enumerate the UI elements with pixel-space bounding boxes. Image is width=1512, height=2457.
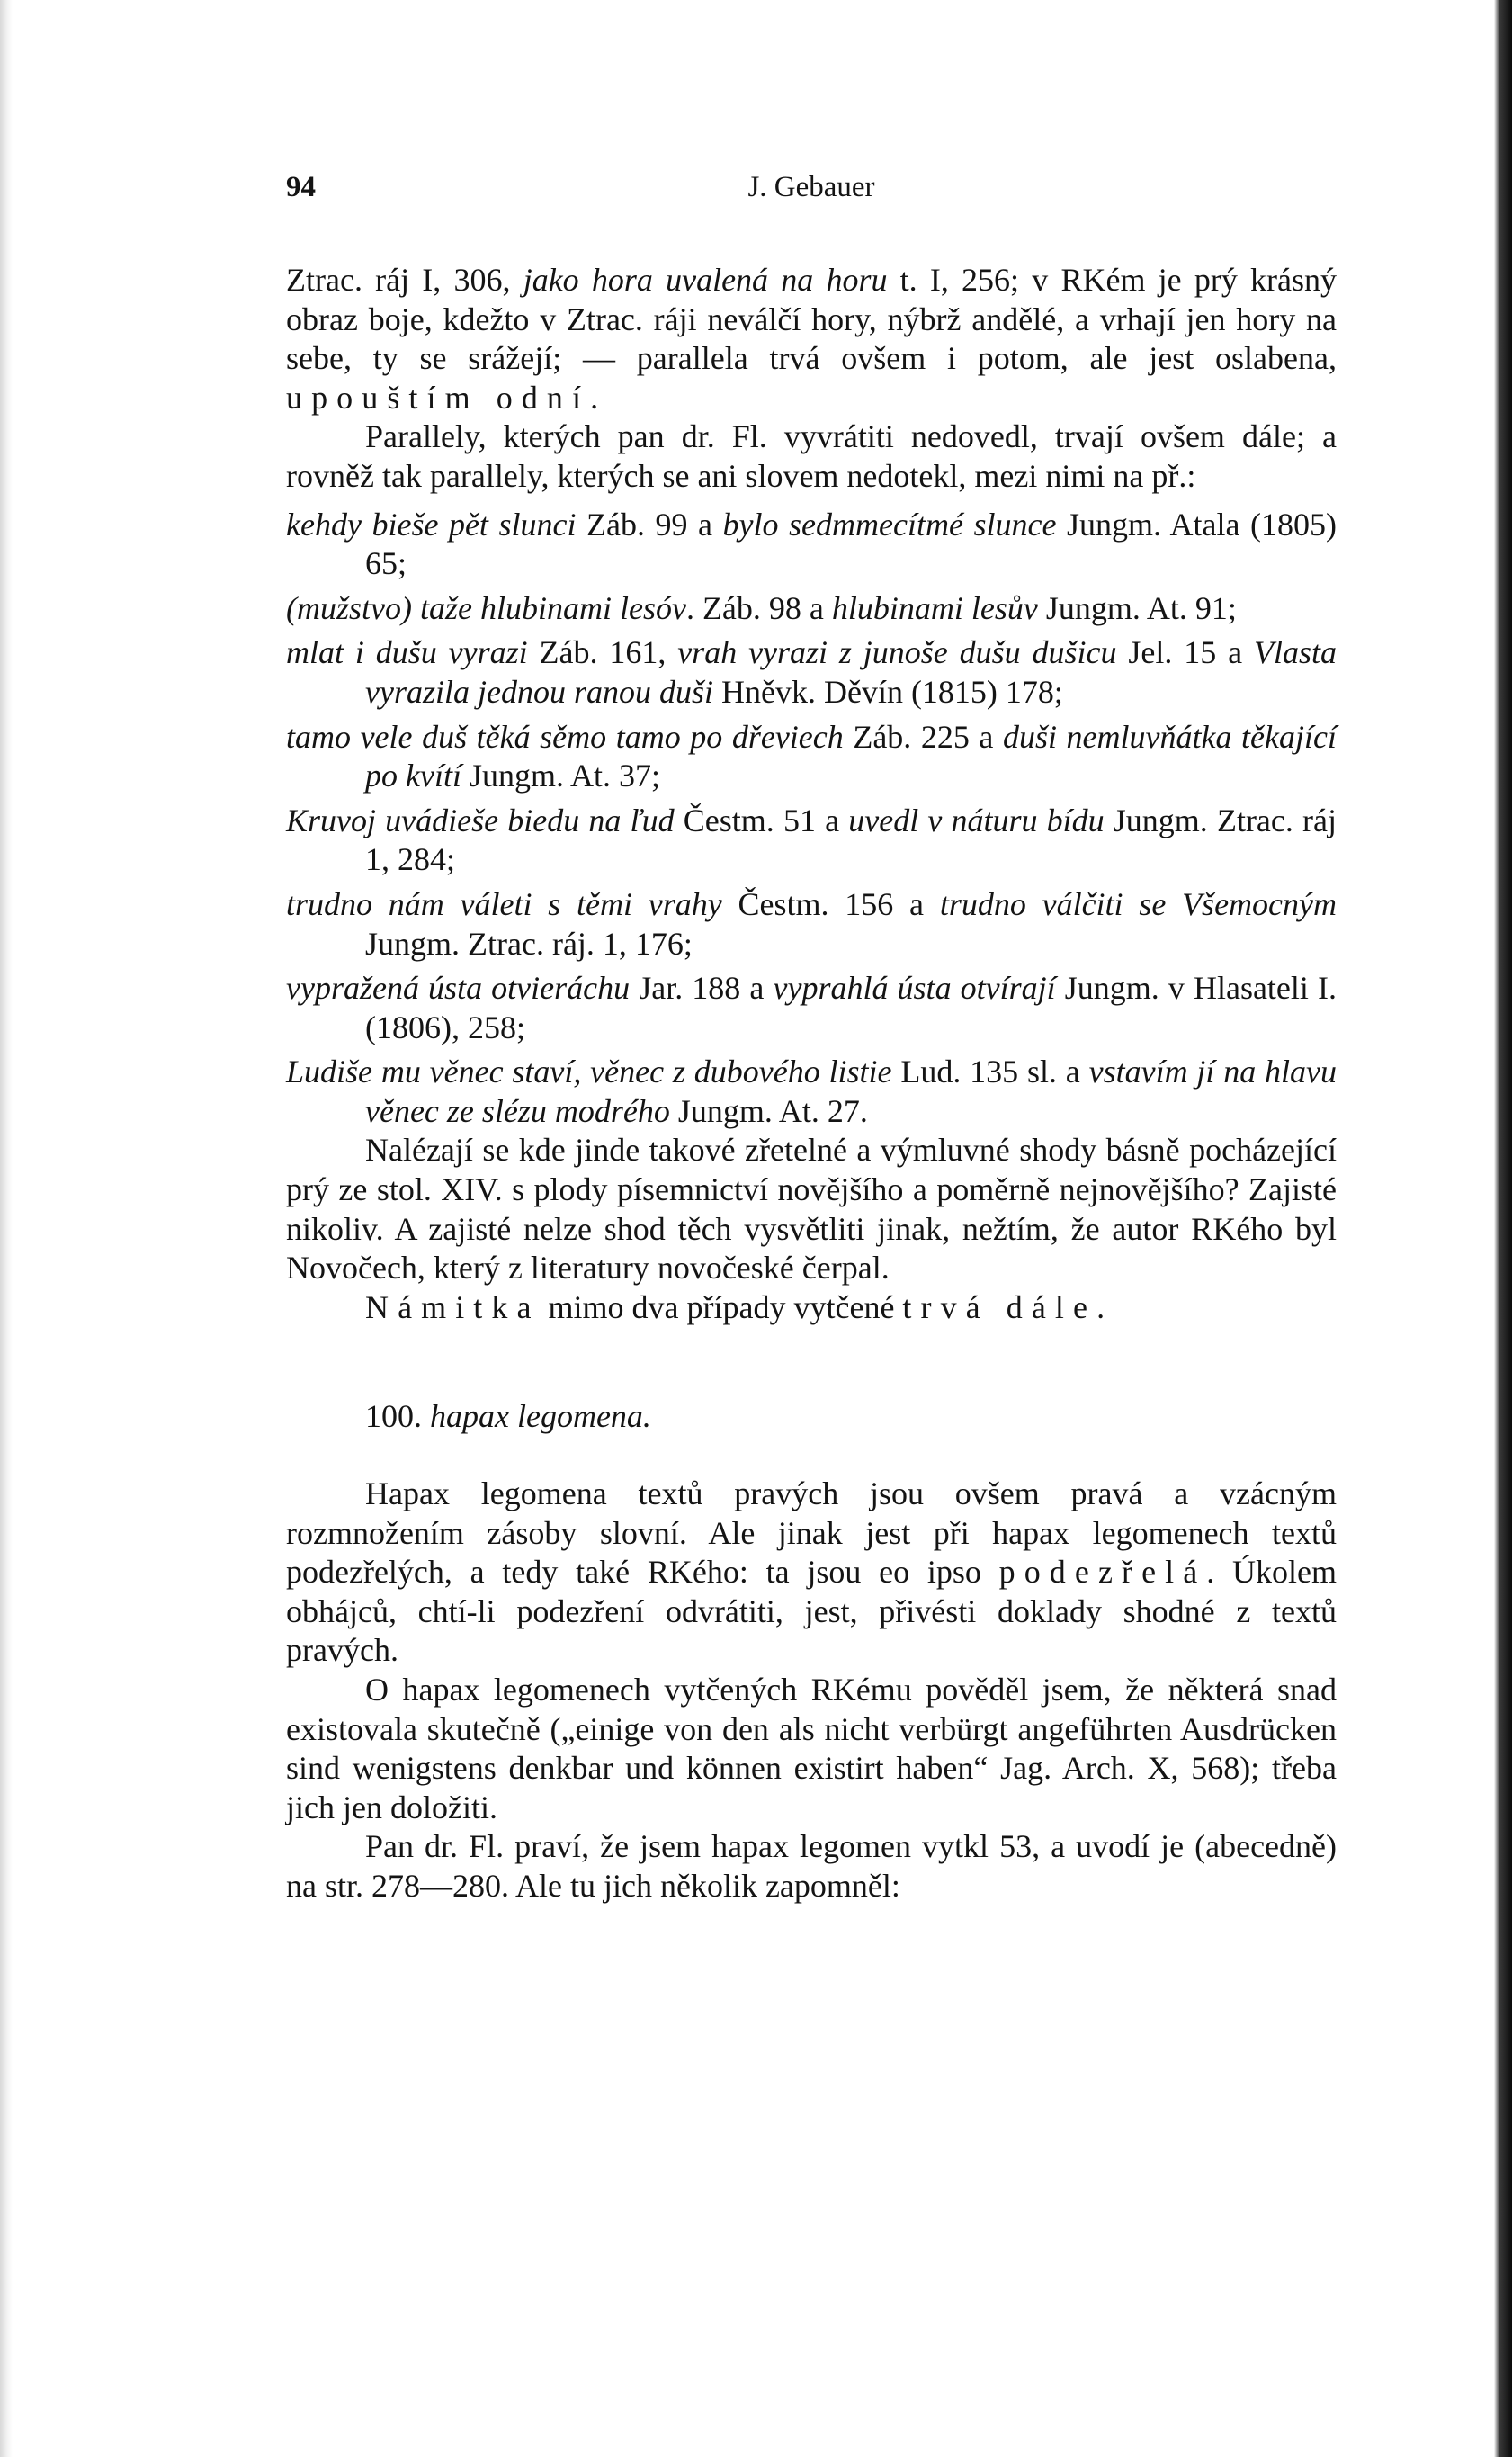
example-item: vypražená ústa otvieráchu Jar. 188 a vyprahlá ústa otvírají Jungm. v Hlasateli I. (1806), 258; <box>286 970 1337 1045</box>
paragraph-nalezaji: Nalézají se kde jinde takové zřetelné a výmluvné shody básně pocházející prý ze stol. XIV. s plody písemnictví novějšího a poměrně nejnovějšího? Zajisté nikoliv. A zajisté nelze shod těch vysvětliti jinak, nežtím, že autor RKého byl Novočech, který z literatury novočeské čerpal. <box>286 1132 1337 1287</box>
paragraph-intro: Ztrac. ráj I, 306, jako hora uvalená na horu t. I, 256; v RKém je prý krásný obraz boje, kdežto v Ztrac. ráji neválčí hory, nýbrž andělé, a vrhají jen hory na sebe, ty se srážejí; — parallela trvá ovšem i potom, ale jest oslabena, upouštím odní. <box>286 262 1337 416</box>
example-item: Ludiše mu věnec staví, věnec z dubového listie Lud. 135 sl. a vstavím jí na hlavu věnec ze slézu modrého Jungm. At. 27. <box>286 1054 1338 1129</box>
scan-left-edge <box>0 0 13 2457</box>
paragraph-parallels: Parallely, kterých pan dr. Fl. vyvrátiti nedovedl, trvají ovšem dále; a rovněž tak parallely, kterých se ani slovem nedotekl, mezi nimi na př.: <box>286 418 1337 494</box>
example-item: kehdy bieše pět slunci Záb. 99 a bylo sedmmecítmé slunce Jungm. Atala (1805) 65; <box>286 506 1338 582</box>
example-item: (mužstvo) taže hlubinami lesóv. Záb. 98 a hlubinami lesův Jungm. At. 91; <box>286 589 1237 626</box>
page-header <box>286 171 1337 216</box>
running-head: J. Gebauer <box>747 171 875 203</box>
example-item: Kruvoj uvádieše biedu na ľud Čestm. 51 a uvedl v náturu bídu Jungm. Ztrac. ráj 1, 284; <box>286 802 1338 878</box>
page-number: 94 <box>286 171 316 203</box>
paragraph-hapax-1: Hapax legomena textů pravých jsou ovšem pravá a vzácným rozmnožením zásoby slovní. Ale jinak jest při hapax legomenech textů podezřelých, a tedy také RKého: ta jsou eo ipso podezřelá. Úkolem obhájců, chtí-li podezření odvrátiti, jest, přivésti doklady shodné z textů pravých. <box>286 1475 1338 1669</box>
paragraph-hapax-2: O hapax legomenech vytčených RKému pověděl jsem, že některá snad existovala skutečně („einige von den als nicht verbürgt angeführten Ausdrücken sind wenigstens denkbar und können existirt haben“ Jag. Arch. X, 568); třeba jich jen doložiti. <box>286 1672 1337 1825</box>
example-item: tamo vele duš těká sěmo tamo po dřeviech Záb. 225 a duši nemluvňátka těkající po kvítí Jungm. At. 37; <box>286 718 1337 794</box>
section-heading: 100. hapax legomena. <box>365 1398 651 1435</box>
paragraph-hapax-3: Pan dr. Fl. praví, že jsem hapax legomen vytkl 53, a uvodí je (abecedně) na str. 278—280. Ale tu jich několik zapomněl: <box>286 1828 1337 1904</box>
scan-right-edge <box>1494 0 1512 2457</box>
example-item: mlat i dušu vyrazi Záb. 161, vrah vyrazi z junoše dušu dušicu Jel. 15 a Vlasta vyrazila jednou ranou duši Hněvk. Děvín (1815) 178; <box>286 634 1338 710</box>
example-item: trudno nám váleti s těmi vrahy Čestm. 156 a trudno válčiti se Všemocným Jungm. Ztrac. ráj. 1, 176; <box>286 885 1338 962</box>
paragraph-namitka: Námitka mimo dva případy vytčené trvá dále. <box>365 1288 1105 1325</box>
page-body <box>286 261 1337 1906</box>
